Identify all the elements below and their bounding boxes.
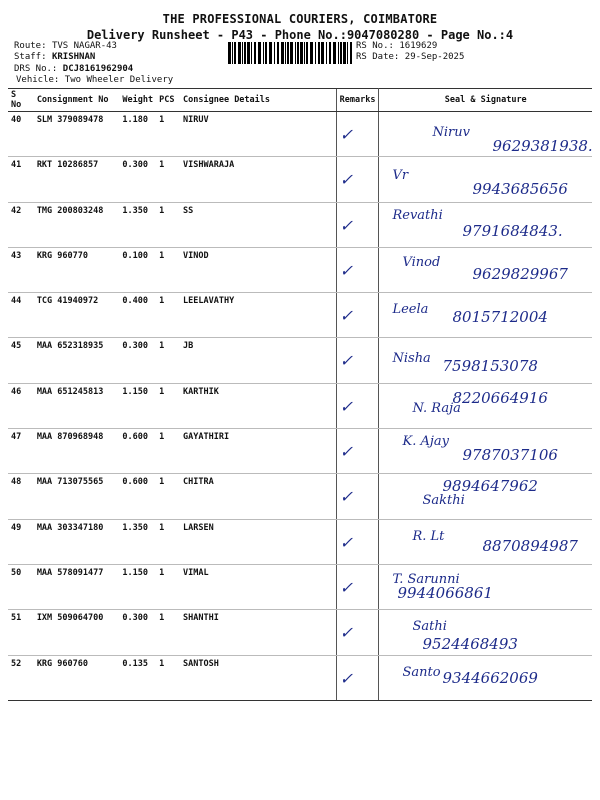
pcs-cell: 1 <box>156 338 180 383</box>
table-row <box>8 519 592 564</box>
weight-cell: 1.150 <box>119 564 156 609</box>
handwritten-signature: Vinod <box>402 254 441 270</box>
remarks-cell <box>336 655 379 700</box>
handwritten-signature: N. Raja <box>412 400 461 416</box>
barcode-image <box>228 42 352 64</box>
route-row <box>14 41 117 51</box>
barcode-bar <box>265 42 267 64</box>
handwritten-phone: 7598153078 <box>442 357 538 376</box>
handwritten-signature: Santo <box>402 664 441 680</box>
barcode-bar <box>350 42 352 64</box>
weight-cell: 1.350 <box>119 519 156 564</box>
sno-cell: 47 <box>8 429 34 474</box>
sno-cell: 44 <box>8 293 34 338</box>
col-pcs: PCS <box>156 89 180 112</box>
barcode-bar <box>310 42 313 64</box>
barcode-bar <box>338 42 339 64</box>
check-mark-icon: ✓ <box>339 442 354 462</box>
signature-cell <box>379 655 592 700</box>
weight-cell: 1.180 <box>119 112 156 157</box>
remarks-cell <box>336 564 379 609</box>
col-remarks: Remarks <box>336 89 379 112</box>
consignment-cell: KRG 960770 <box>34 247 120 292</box>
barcode-bar <box>274 42 275 64</box>
barcode-bar <box>244 42 246 64</box>
pcs-cell: 1 <box>156 564 180 609</box>
consignment-cell: MAA 303347180 <box>34 519 120 564</box>
consignee-cell: LEELAVATHY <box>180 293 336 338</box>
barcode-bar <box>254 42 256 64</box>
consignment-cell: MAA 578091477 <box>34 564 120 609</box>
check-mark-icon: ✓ <box>339 532 354 552</box>
handwritten-phone: 9944066861 <box>397 583 493 602</box>
remarks-cell <box>336 338 379 383</box>
consignment-cell: RKT 10286857 <box>34 157 120 202</box>
table-row <box>8 383 592 428</box>
col-signature: Seal & Signature <box>379 89 592 112</box>
vehicle-row <box>16 75 173 85</box>
consignment-cell: TCG 41940972 <box>34 293 120 338</box>
rs-no-label: RS No.: <box>356 41 394 51</box>
barcode-bar <box>232 42 233 64</box>
consignee-cell: VIMAL <box>180 564 336 609</box>
check-mark-icon: ✓ <box>339 623 354 643</box>
vehicle-label: Vehicle: <box>16 75 60 85</box>
handwritten-phone: 9787037106 <box>462 446 558 465</box>
remarks-cell <box>336 474 379 519</box>
consignee-cell: KARTHIK <box>180 383 336 428</box>
barcode-bar <box>290 42 293 64</box>
remarks-cell <box>336 383 379 428</box>
vehicle-value: Two Wheeler Delivery <box>64 75 174 85</box>
sno-cell: 41 <box>8 157 34 202</box>
barcode-bar <box>318 42 320 64</box>
check-mark-icon: ✓ <box>339 125 354 144</box>
weight-cell: 0.135 <box>119 655 156 700</box>
consignee-cell: SANTOSH <box>180 655 336 700</box>
handwritten-phone: 9344662069 <box>442 668 538 687</box>
check-mark-icon: ✓ <box>339 306 354 326</box>
barcode-bar <box>287 42 289 64</box>
weight-cell: 0.600 <box>119 429 156 474</box>
barcode-bar <box>343 42 346 64</box>
runsheet-subtitle: Delivery Runsheet - P43 - Phone No.:9047080280 - Page No.:4 <box>86 28 514 42</box>
check-mark-icon: ✓ <box>339 215 354 235</box>
barcode-bar <box>247 42 250 64</box>
pcs-cell: 1 <box>156 383 180 428</box>
sno-cell: 51 <box>8 610 34 655</box>
sno-cell: 43 <box>8 247 34 292</box>
remarks-cell <box>336 112 379 157</box>
barcode-bar <box>295 42 296 64</box>
signature-cell <box>379 610 592 655</box>
check-mark-icon: ✓ <box>339 577 354 597</box>
weight-cell: 1.150 <box>119 383 156 428</box>
drs-row <box>14 64 133 74</box>
handwritten-signature: R. Lt <box>412 528 445 544</box>
pcs-cell: 1 <box>156 247 180 292</box>
signature-cell <box>379 564 592 609</box>
table-row <box>8 112 592 157</box>
handwritten-signature: Vr <box>392 168 409 184</box>
barcode-bar <box>297 42 299 64</box>
handwritten-signature: Revathi <box>392 207 443 223</box>
check-mark-icon: ✓ <box>339 396 354 416</box>
remarks-cell <box>336 429 379 474</box>
drs-label: DRS No.: <box>14 64 58 74</box>
pcs-cell: 1 <box>156 655 180 700</box>
barcode-bar <box>347 42 348 64</box>
handwritten-signature: Niruv <box>432 125 470 140</box>
weight-cell: 0.300 <box>119 610 156 655</box>
barcode-bar <box>277 42 279 64</box>
table-row <box>8 564 592 609</box>
table-row <box>8 247 592 292</box>
consignee-cell: GAYATHIRI <box>180 429 336 474</box>
sno-cell: 40 <box>8 112 34 157</box>
rs-no-row <box>356 41 437 51</box>
check-mark-icon: ✓ <box>339 260 354 280</box>
barcode-bar <box>304 42 305 64</box>
consignee-cell: CHITRA <box>180 474 336 519</box>
barcode-bar <box>333 42 336 64</box>
consignee-cell: JB <box>180 338 336 383</box>
remarks-cell <box>336 610 379 655</box>
pcs-cell: 1 <box>156 610 180 655</box>
table-row <box>8 655 592 700</box>
barcode-bar <box>321 42 324 64</box>
handwritten-signature: Nisha <box>392 351 431 367</box>
signature-cell <box>379 338 592 383</box>
col-consignee: Consignee Details <box>180 89 336 112</box>
table-row <box>8 474 592 519</box>
barcode-bar <box>329 42 331 64</box>
table-header-row <box>8 89 592 112</box>
col-sno: S No <box>8 89 34 112</box>
consignee-cell: SHANTHI <box>180 610 336 655</box>
consignment-cell: TMG 200803248 <box>34 202 120 247</box>
rs-no-value: 1619629 <box>399 41 438 51</box>
route-label: Route: <box>14 41 47 51</box>
consignment-cell: MAA 652318935 <box>34 338 120 383</box>
staff-value: KRISHNAN <box>51 52 96 62</box>
handwritten-phone: 9524468493 <box>422 635 518 654</box>
weight-cell: 0.600 <box>119 474 156 519</box>
weight-cell: 0.100 <box>119 247 156 292</box>
sno-cell: 52 <box>8 655 34 700</box>
handwritten-signature: K. Ajay <box>402 434 449 450</box>
col-consignment: Consignment No <box>34 89 120 112</box>
consignment-cell: IXM 509064700 <box>34 610 120 655</box>
sno-cell: 48 <box>8 474 34 519</box>
barcode-bar <box>238 42 241 64</box>
handwritten-phone: 9791684843. <box>462 221 563 240</box>
table-row <box>8 202 592 247</box>
consignee-cell: NIRUV <box>180 112 336 157</box>
table-row <box>8 338 592 383</box>
pcs-cell: 1 <box>156 202 180 247</box>
drs-value: DCJ8161962904 <box>62 64 134 74</box>
remarks-cell <box>336 519 379 564</box>
remarks-cell <box>336 247 379 292</box>
consignment-cell: SLM 379089478 <box>34 112 120 157</box>
consignment-cell: MAA 713075565 <box>34 474 120 519</box>
barcode-bar <box>263 42 264 64</box>
barcode-bar <box>340 42 342 64</box>
consignee-cell: LARSEN <box>180 519 336 564</box>
sno-cell: 49 <box>8 519 34 564</box>
remarks-cell <box>336 202 379 247</box>
handwritten-signature: Sakthi <box>422 493 465 509</box>
check-mark-icon: ✓ <box>339 351 354 371</box>
weight-cell: 0.300 <box>119 338 156 383</box>
sno-cell: 46 <box>8 383 34 428</box>
signature-cell <box>379 202 592 247</box>
rs-date-row <box>356 52 464 62</box>
signature-cell <box>379 247 592 292</box>
signature-cell <box>379 519 592 564</box>
rs-date-value: 29-Sep-2025 <box>404 52 465 62</box>
consignment-cell: MAA 870968948 <box>34 429 120 474</box>
barcode-bar <box>315 42 316 64</box>
staff-label: Staff: <box>14 52 47 62</box>
signature-cell <box>379 157 592 202</box>
sno-cell: 45 <box>8 338 34 383</box>
route-value: TVS NAGAR-43 <box>51 41 117 51</box>
barcode-bar <box>228 42 231 64</box>
barcode-bar <box>300 42 303 64</box>
table-row <box>8 293 592 338</box>
handwritten-phone: 9629829967 <box>472 264 568 283</box>
consignment-cell: MAA 651245813 <box>34 383 120 428</box>
handwritten-phone: 8870894987 <box>482 536 578 555</box>
signature-cell <box>379 112 592 157</box>
barcode-bar <box>242 42 243 64</box>
consignee-cell: SS <box>180 202 336 247</box>
pcs-cell: 1 <box>156 519 180 564</box>
pcs-cell: 1 <box>156 474 180 519</box>
handwritten-signature: Sathi <box>412 619 447 635</box>
weight-cell: 0.300 <box>119 157 156 202</box>
sno-cell: 42 <box>8 202 34 247</box>
pcs-cell: 1 <box>156 157 180 202</box>
signature-cell <box>379 383 592 428</box>
barcode-bar <box>306 42 308 64</box>
pcs-cell: 1 <box>156 112 180 157</box>
runsheet-table <box>8 88 592 701</box>
pcs-cell: 1 <box>156 293 180 338</box>
table-row <box>8 157 592 202</box>
staff-row <box>14 52 95 62</box>
signature-cell <box>379 293 592 338</box>
check-mark-icon: ✓ <box>339 487 354 507</box>
col-weight: Weight <box>119 89 156 112</box>
handwritten-phone: 9629381938. <box>492 137 593 155</box>
signature-cell <box>379 429 592 474</box>
consignee-cell: VISHWARAJA <box>180 157 336 202</box>
consignment-cell: KRG 960760 <box>34 655 120 700</box>
barcode-bar <box>269 42 272 64</box>
remarks-cell <box>336 157 379 202</box>
pcs-cell: 1 <box>156 429 180 474</box>
barcode-bar <box>234 42 236 64</box>
weight-cell: 1.350 <box>119 202 156 247</box>
check-mark-icon: ✓ <box>339 170 354 190</box>
barcode-bar <box>281 42 284 64</box>
signature-cell <box>379 474 592 519</box>
handwritten-phone: 8220664916 <box>452 388 548 407</box>
consignee-cell: VINOD <box>180 247 336 292</box>
handwritten-signature: T. Sarunni <box>392 571 460 587</box>
handwritten-phone: 9943685656 <box>472 180 568 199</box>
barcode-bar <box>285 42 286 64</box>
weight-cell: 0.400 <box>119 293 156 338</box>
table-row <box>8 610 592 655</box>
company-title: THE PROFESSIONAL COURIERS, COIMBATORE <box>162 12 438 26</box>
barcode-bar <box>251 42 252 64</box>
barcode-bar <box>258 42 261 64</box>
handwritten-phone: 8015712004 <box>452 308 548 327</box>
check-mark-icon: ✓ <box>339 668 354 688</box>
barcode-bar <box>326 42 327 64</box>
rs-date-label: RS Date: <box>356 52 400 62</box>
table-row <box>8 429 592 474</box>
sno-cell: 50 <box>8 564 34 609</box>
handwritten-phone: 9894647962 <box>442 477 538 496</box>
handwritten-signature: Leela <box>392 302 429 318</box>
remarks-cell <box>336 293 379 338</box>
